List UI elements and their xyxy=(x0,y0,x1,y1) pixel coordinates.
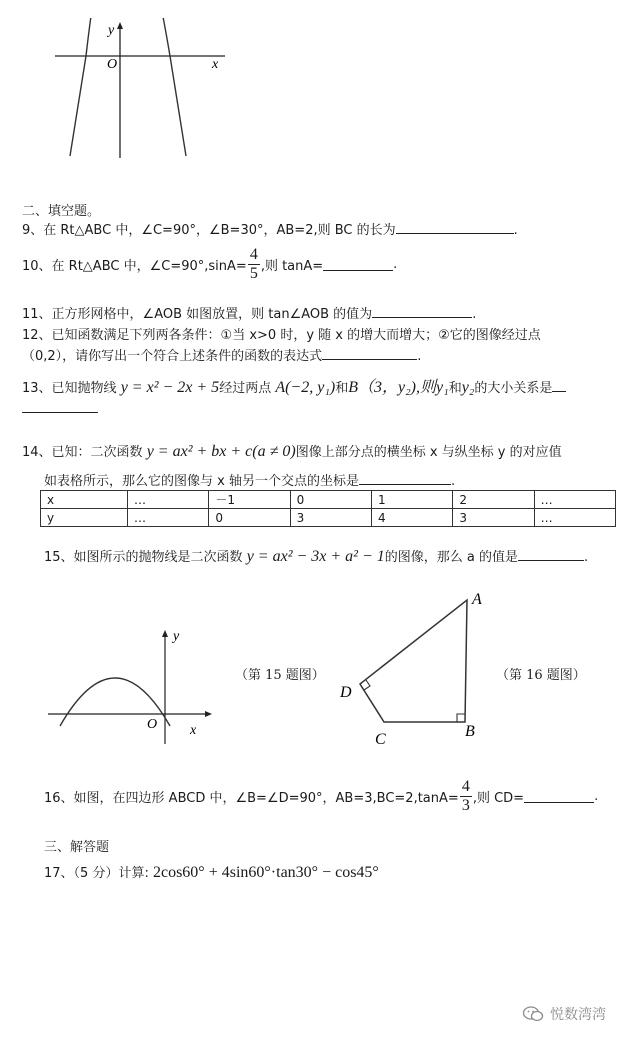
section-2-title: 二、填空题。 xyxy=(22,204,101,219)
q15-end: . xyxy=(584,550,589,565)
right-angle-mark-b xyxy=(457,714,465,722)
q13-suffix: 的大小关系是 xyxy=(474,381,553,396)
q16-fraction xyxy=(460,778,472,815)
q10-prefix: 10、在 Rt△ABC 中，∠C=90°,sinA= xyxy=(22,258,247,274)
q13-point-b: B（3，y₂),则 xyxy=(348,379,437,396)
q13-y1: y₁ xyxy=(436,379,449,396)
watermark-text: 悦数湾湾 xyxy=(550,1007,606,1023)
right-angle-mark-d xyxy=(364,680,370,690)
question-14-line2 xyxy=(44,470,455,489)
q14-end: . xyxy=(450,474,456,489)
table-cell: 1 xyxy=(371,491,452,509)
question-9 xyxy=(22,219,518,238)
q9-end: . xyxy=(513,223,518,238)
q16-answer-blank[interactable] xyxy=(524,790,594,803)
table-cell: －1 xyxy=(209,491,290,509)
quadrilateral-abcd xyxy=(360,600,467,722)
q16-numerator: 4 xyxy=(461,777,470,795)
wechat-icon xyxy=(522,1005,544,1023)
origin-label: O xyxy=(107,57,118,72)
q10-answer-blank[interactable] xyxy=(323,258,393,271)
question-17 xyxy=(44,862,379,882)
question-16 xyxy=(44,776,598,816)
q16-end: . xyxy=(594,788,599,804)
q13-y2: y₂ xyxy=(461,379,475,396)
table-cell: … xyxy=(534,491,615,509)
q11-answer-blank[interactable] xyxy=(372,305,472,318)
vertex-d-label: D xyxy=(340,684,352,701)
q13-equation: y = x² − 2x + 5 xyxy=(120,379,220,396)
figure-16-caption: （第 16 题图） xyxy=(496,668,586,683)
fig15-origin-label: O xyxy=(147,717,158,732)
figure-15 xyxy=(40,622,220,752)
q11-text: 11、正方形网格中，∠AOB 如图放置，则 tan∠AOB 的值为 xyxy=(22,307,373,322)
parabola-curve xyxy=(70,18,186,156)
fig15-y-arrow xyxy=(162,630,168,637)
q15-suffix: 的图像，那么 a 的值是 xyxy=(384,550,519,565)
q13-and2: 和 xyxy=(448,381,462,396)
q17-prefix: 17、（5 分）计算: xyxy=(44,866,149,881)
top-parabola-figure xyxy=(50,18,240,163)
vertex-b-label: B xyxy=(465,723,475,740)
q15-answer-blank[interactable] xyxy=(518,548,584,561)
table-cell: y xyxy=(41,509,128,527)
q16-prefix: 16、如图，在四边形 ABCD 中，∠B=∠D=90°，AB=3,BC=2,tanA= xyxy=(44,790,459,806)
fig15-x-arrow xyxy=(205,711,212,717)
table-cell: 3 xyxy=(453,509,534,527)
question-13 xyxy=(22,374,566,397)
table-cell: 2 xyxy=(453,491,534,509)
table-cell: … xyxy=(128,491,209,509)
question-14-line1 xyxy=(22,441,562,461)
q14-line2-text: 如表格所示，那么它的图像与 x 轴另一个交点的坐标是 xyxy=(44,474,359,489)
vertex-a-label: A xyxy=(472,591,482,608)
q16-suffix: ,则 CD= xyxy=(472,790,525,806)
q13-answer-blank-2[interactable] xyxy=(22,400,98,413)
q10-denominator: 5 xyxy=(249,264,258,282)
table-cell: 0 xyxy=(209,509,290,527)
q13-answer-blank-1[interactable] xyxy=(552,379,566,392)
question-12-line2 xyxy=(22,345,421,364)
vertex-c-label: C xyxy=(375,731,386,748)
q17-expression: 2cos60° + 4sin60°·tan30° − cos45° xyxy=(152,864,379,881)
q12-line2-text: （0,2），请你写出一个符合上述条件的函数的表达式 xyxy=(22,349,323,364)
q13-mid: 经过两点 xyxy=(219,381,276,396)
y-axis-arrow xyxy=(117,22,123,29)
y-axis-label: y xyxy=(108,23,115,38)
fig15-x-label: x xyxy=(190,723,197,738)
q12-answer-blank[interactable] xyxy=(322,347,417,360)
question-12-line1: 12、已知函数满足下列两各条件：①当 x>0 时，y 随 x 的增大而增大；②它的图像经过点 xyxy=(22,328,541,343)
q10-suffix: ,则 tanA= xyxy=(260,258,324,274)
q10-end: . xyxy=(393,256,398,272)
q9-text: 9、在 Rt△ABC 中，∠C=90°，∠B=30°，AB=2,则 BC 的长为 xyxy=(22,223,396,238)
figure-16 xyxy=(330,586,500,756)
question-15 xyxy=(44,546,588,566)
figure-15-caption: （第 15 题图） xyxy=(235,668,325,683)
table-cell: … xyxy=(534,509,615,527)
q9-answer-blank[interactable] xyxy=(396,221,514,234)
x-axis-label: x xyxy=(212,57,219,72)
q10-fraction xyxy=(248,246,260,283)
table-cell: 4 xyxy=(371,509,452,527)
q11-end: . xyxy=(472,307,477,322)
table-cell: … xyxy=(128,509,209,527)
table-cell: x xyxy=(41,491,128,509)
q10-numerator: 4 xyxy=(249,245,258,263)
q16-denominator: 3 xyxy=(461,796,470,814)
q14-prefix: 14、已知：二次函数 xyxy=(22,445,147,460)
fig15-y-label: y xyxy=(173,629,180,644)
q13-and: 和 xyxy=(335,381,349,396)
value-table xyxy=(40,490,616,527)
table-cell: 3 xyxy=(290,509,371,527)
q13-point-a: A(−2, y₁) xyxy=(275,379,336,396)
q15-prefix: 15、如图所示的抛物线是二次函数 xyxy=(44,550,247,565)
question-10 xyxy=(22,244,397,284)
section-3-title: 三、解答题 xyxy=(44,840,110,855)
q14-line1-suffix: 图像上部分点的横坐标 x 与纵坐标 y 的对应值 xyxy=(295,445,562,460)
table-row xyxy=(41,509,616,527)
q15-equation: y = ax² − 3x + a² − 1 xyxy=(246,548,385,565)
q12-end: . xyxy=(417,349,422,364)
q14-answer-blank[interactable] xyxy=(359,472,451,485)
q14-equation: y = ax² + bx + c(a ≠ 0) xyxy=(146,443,296,460)
table-cell: 0 xyxy=(290,491,371,509)
question-11 xyxy=(22,303,476,322)
watermark xyxy=(522,1004,606,1024)
q13-prefix: 13、已知抛物线 xyxy=(22,381,121,396)
table-row xyxy=(41,491,616,509)
